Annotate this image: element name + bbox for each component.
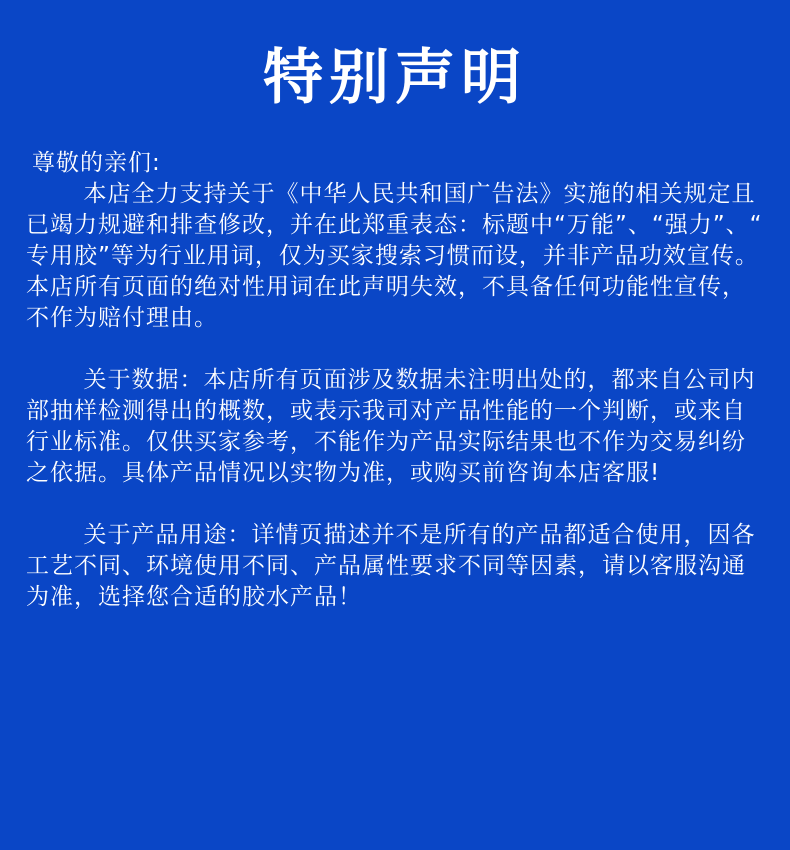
paragraph-product-usage: 关于产品用途：详情页描述并不是所有的产品都适合使用，因各工艺不同、环境使用不同、产品属性要求不同等因素，请以客服沟通为准，选择您合适的胶水产品！ [26, 522, 756, 610]
statement-body [26, 148, 766, 613]
paragraph-advertising-law: 本店全力支持关于《中华人民共和国广告法》实施的相关规定且已竭力规避和排查修改，并在此郑重表态：标题中“万能”、“强力”、“ 专用胶”等为行业用词，仅为买家搜索习惯而设，并非产品功效宣传。本店所有页面的绝对性用词在此声明失效，不具备任何功能性宣传，不作为赔付理由。 [26, 181, 763, 331]
paragraph-spacer [26, 489, 766, 520]
paragraph-spacer [26, 334, 766, 365]
page-title: 特别声明 [263, 43, 527, 113]
paragraph-data-disclaimer: 关于数据：本店所有页面涉及数据未注明出处的，都来自公司内部抽样检测得出的概数，或表示我司对产品性能的一个判断，或来自行业标准。仅供买家参考，不能作为产品实际结果也不作为交易纠纷之依据。具体产品情况以实物为准，或购买前咨询本店客服! [26, 367, 756, 486]
greeting-text: 尊敬的亲们: [32, 150, 161, 176]
